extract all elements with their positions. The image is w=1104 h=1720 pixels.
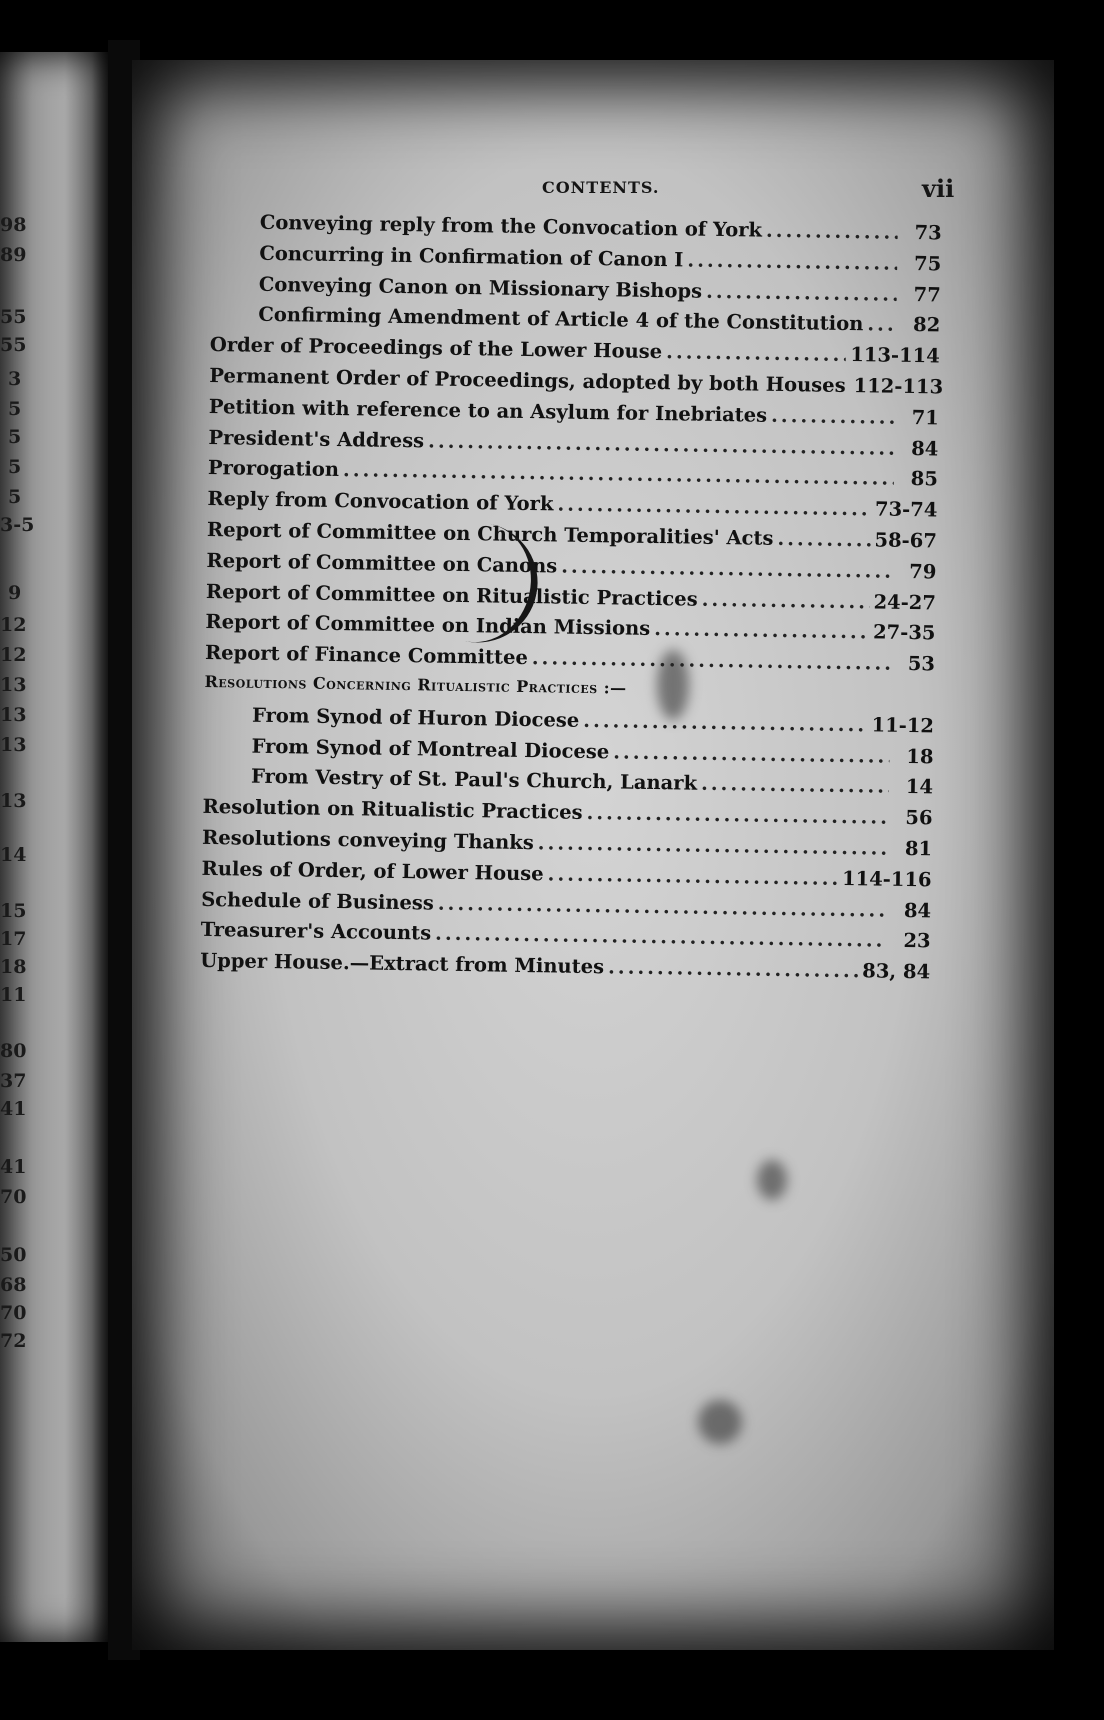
left-facing-page: [0, 52, 108, 1642]
toc-entry-title: Schedule of Business: [200, 887, 435, 915]
toc-entry-page: 24-27: [873, 590, 937, 614]
toc-entry-page: 81: [904, 836, 933, 861]
toc-entry-page: 14: [905, 775, 934, 799]
page-stain: [657, 650, 689, 720]
left-page-number: 89: [0, 244, 27, 266]
toc-entry-title: Report of Finance Committee: [204, 641, 529, 670]
toc-entry-title: From Synod of Montreal Diocese: [251, 734, 610, 763]
toc-entry-page: 56: [905, 806, 933, 830]
toc-entry-title: Report of Committee on Ritualistic Practices: [205, 579, 698, 611]
toc-entry-page: 58-67: [874, 528, 938, 553]
left-page-number: 70: [0, 1302, 27, 1324]
toc-entry-title: Treasurer's Accounts: [200, 918, 432, 945]
leader-dots: [701, 587, 869, 613]
toc-entry-page: 75: [913, 251, 942, 276]
toc-entry-title: Upper House.—Extract from Minutes: [200, 949, 605, 979]
left-page-number: 15: [0, 900, 27, 922]
left-page-number: 37: [0, 1070, 27, 1092]
left-page-number: 18: [0, 956, 27, 978]
left-page-number: 68: [0, 1274, 27, 1296]
leader-dots: [687, 248, 897, 274]
toc-entry-title: Reply from Convocation of York: [207, 487, 554, 516]
leader-dots: [532, 646, 891, 675]
toc-entry-page: 53: [907, 652, 936, 676]
toc-entry-page: 77: [913, 282, 941, 307]
toc-entry-title: Permanent Order of Proceedings, adopted by both Houses: [209, 363, 846, 397]
left-page-number: 14: [0, 844, 27, 866]
left-page-number: 5: [8, 486, 22, 508]
left-page-number: 5: [8, 426, 22, 448]
toc-entry-page: 73-74: [874, 497, 938, 522]
leader-dots: [547, 862, 838, 890]
table-of-contents: [200, 210, 942, 991]
left-page-number: 11: [0, 984, 27, 1006]
page-stain: [698, 1400, 742, 1444]
running-title: CONTENTS.: [542, 178, 660, 197]
left-page-number: 5: [8, 398, 22, 420]
toc-entry-page: 18: [906, 744, 934, 768]
toc-entry-title: Resolution on Ritualistic Practices: [202, 795, 583, 825]
toc-entry-title: Resolutions Concerning Ritualistic Practices :—: [204, 671, 627, 698]
toc-entry-title: Order of Proceedings of the Lower House: [209, 333, 663, 364]
leader-dots: [777, 527, 870, 551]
leader-dots: [608, 955, 859, 982]
leader-dots: [557, 493, 871, 521]
toc-entry-title: Report of Committee on Church Temporalities' Acts: [206, 517, 774, 550]
leader-dots: [766, 219, 898, 244]
toc-entry-page: 71: [911, 405, 940, 430]
page-stain: [757, 1160, 787, 1200]
left-page-number: 17: [0, 928, 27, 950]
toc-entry-title: Petition with reference to an Asylum for Inebriates: [208, 394, 768, 427]
page-header: [132, 174, 1054, 208]
toc-entry-page: 113-114: [850, 343, 940, 368]
leader-dots: [867, 313, 896, 336]
toc-entry-title: Conveying Canon on Missionary Bishops: [258, 272, 703, 303]
leader-dots: [583, 709, 868, 736]
leader-dots: [706, 279, 897, 305]
left-page-number: 5: [8, 456, 22, 478]
leader-dots: [666, 340, 846, 366]
toc-entry-page: 84: [911, 436, 939, 461]
toc-entry-page: 83, 84: [862, 959, 931, 984]
left-page-number: 9: [8, 582, 22, 604]
toc-entry-title: Report of Committee on Indian Missions: [205, 610, 651, 641]
toc-entry-page: 23: [903, 929, 931, 953]
leader-dots: [538, 831, 889, 859]
leader-dots: [561, 554, 893, 582]
toc-entry-title: Resolutions conveying Thanks: [201, 825, 534, 855]
left-page-number: 13: [0, 790, 27, 812]
toc-entry-page: 84: [903, 898, 932, 922]
toc-entry-title: Rules of Order, of Lower House: [201, 856, 544, 886]
left-page-number: 13: [0, 734, 27, 756]
left-page-number: 70: [0, 1186, 27, 1208]
left-page-number: 55: [0, 306, 27, 328]
toc-entry-page: 79: [909, 559, 937, 584]
toc-entry-page: 112-113: [853, 374, 944, 399]
left-page-number: 3: [8, 368, 22, 390]
toc-entry-page: 11-12: [871, 713, 935, 738]
left-page-number: 12: [0, 614, 27, 636]
toc-entry-page: 73: [914, 221, 942, 245]
leader-dots: [586, 801, 888, 829]
toc-entry-title: Confirming Amendment of Article 4 of the Constitution: [258, 303, 864, 336]
toc-entry-title: Prorogation: [207, 456, 340, 482]
toc-entry-title: Concurring in Confirmation of Canon I: [259, 241, 684, 272]
toc-entry-title: From Synod of Huron Diocese: [251, 703, 580, 732]
left-page-number: 80: [0, 1040, 27, 1062]
left-page-number: 41: [0, 1098, 27, 1120]
left-page-number: 72: [0, 1330, 27, 1352]
toc-entry-page: 27-35: [872, 620, 936, 645]
leader-dots: [771, 404, 895, 429]
toc-entry-title: From Vestry of St. Paul's Church, Lanark: [250, 765, 698, 796]
left-page-number: 12: [0, 644, 27, 666]
toc-entry-page: 85: [910, 467, 939, 491]
left-page-number: 55: [0, 334, 27, 356]
left-page-number: 98: [0, 214, 27, 236]
toc-entry-title: President's Address: [208, 425, 425, 452]
leader-dots: [613, 740, 890, 767]
left-page-number: 3-5: [0, 514, 35, 536]
page-number: vii: [922, 174, 955, 203]
left-page-number: 13: [0, 674, 27, 696]
toc-entry-title: Report of Committee on Canons: [206, 548, 558, 578]
left-page-number: 50: [0, 1244, 27, 1266]
left-page-number: 13: [0, 704, 27, 726]
contents-page: [132, 60, 1054, 1650]
toc-entry-page: 82: [912, 313, 941, 337]
toc-entry-page: 114-116: [841, 866, 932, 892]
leader-dots: [701, 772, 889, 798]
toc-entry-title: Conveying reply from the Convocation of York: [259, 210, 763, 242]
leader-dots: [654, 617, 869, 643]
left-page-number: 41: [0, 1156, 27, 1178]
